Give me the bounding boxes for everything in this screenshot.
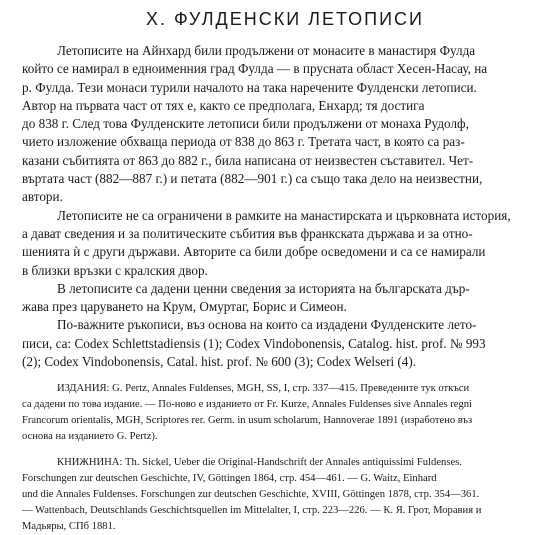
text-line: чието изложение обхваща периода от 838 до 863 г. Третата част, в която са раз- [22,134,465,150]
editions-note [22,381,548,445]
text-line: писи, са: Codex Schlettstadiensis (1); Codex Vindobonensis, Catalog. hist. prof. № 993 [22,335,486,351]
text-line: който се намирал в едноименния град Фулда — в прусната област Хесен-Насау, на [22,61,488,77]
text-line: Мадьяры, СПб 1881. [22,521,116,533]
text-line: Forschungen zur deutschen Geschichte, IV, Göttingen 1864, стр. 454—461. — G. Waitz, Einhard [22,473,437,485]
text-line: ИЗДАНИЯ: G. Pertz, Annales Fuldenses, MGH, SS, I, стр. 337—415. Преведените тук откъси [57,383,470,395]
text-line: КНИЖНИНА: Th. Sickel, Ueber die Original-Handschrift der Annales antiquissimi Fuldenses. [57,457,462,469]
paragraph-bulgaria [22,280,548,317]
chapter-title: X. ФУЛДЕНСКИ ЛЕТОПИСИ [146,9,424,29]
text-line: до 838 г. След това Фулденските летописи били продължени от монаха Рудолф, [22,116,469,132]
text-line: шенията ѝ с други държави. Авторите са били добре осведомени и са се намирали [22,244,486,260]
text-line: — Wattenbach, Deutschlands Geschichtsquellen im Mittelalter, I, стр. 223—226. — К. Я. Грот, Моравия и [22,505,482,517]
text-line: основа на изданието G. Pertz). [22,431,158,443]
text-line: въртата част (882—887 г.) и петата (882—901 г.) са също така дело на неизвестни, [22,171,483,187]
text-line: Летописите не са ограничени в рамките на манастирската и църковната история, [57,207,511,223]
text-line: казани събитията от 863 до 882 г., била написана от неизвестен съставител. Чет- [22,152,474,168]
text-line: жава през царуването на Крум, Омуртаг, Борис и Симеон. [22,299,347,315]
text-line: Автор на първата част от тях е, както се предполага, Енхард; тя достига [22,97,425,113]
paragraph-scope [22,207,548,280]
text-line: В летописите са дадени ценни сведения за историята на българската дър- [57,280,470,296]
text-line: Летописите на Айнхард били продължени от монасите в манастиря Фулда [57,43,476,58]
literature-note [22,455,548,535]
paragraph-manuscripts [22,316,548,371]
text-line: und die Annales Fuldenses. Forschungen zur deutschen Geschichte, XVIII, Göttingen 1878, стр. 354—361. [22,489,480,501]
text-line: са дадени по това издание. — По-ново е изданието от Fr. Kurze, Annales Fuldenses sive Annales regni [22,399,473,411]
text-line: (2); Codex Vindobonensis, Catal. hist. prof. № 600 (3); Codex Welseri (4). [22,354,417,370]
text-line: р. Фулда. Тези монаси турили началото на така наречените Фулденски летописи. [22,79,477,95]
text-line: По-важните ръкописи, въз основа на които са издадени Фулденските лето- [57,317,477,333]
paragraph-intro [22,42,548,207]
text-line: а дават сведения и за политическите събития във франкската държава и за отно- [22,225,473,241]
text-line: Francorum orientalis, MGH, Scriptores rer. Germ. in usum scholarum, Hannoverae 1891 (изработено въз [22,415,473,427]
text-line: автори. [22,189,63,205]
text-line: в близки връзки с кралския двор. [22,262,208,278]
